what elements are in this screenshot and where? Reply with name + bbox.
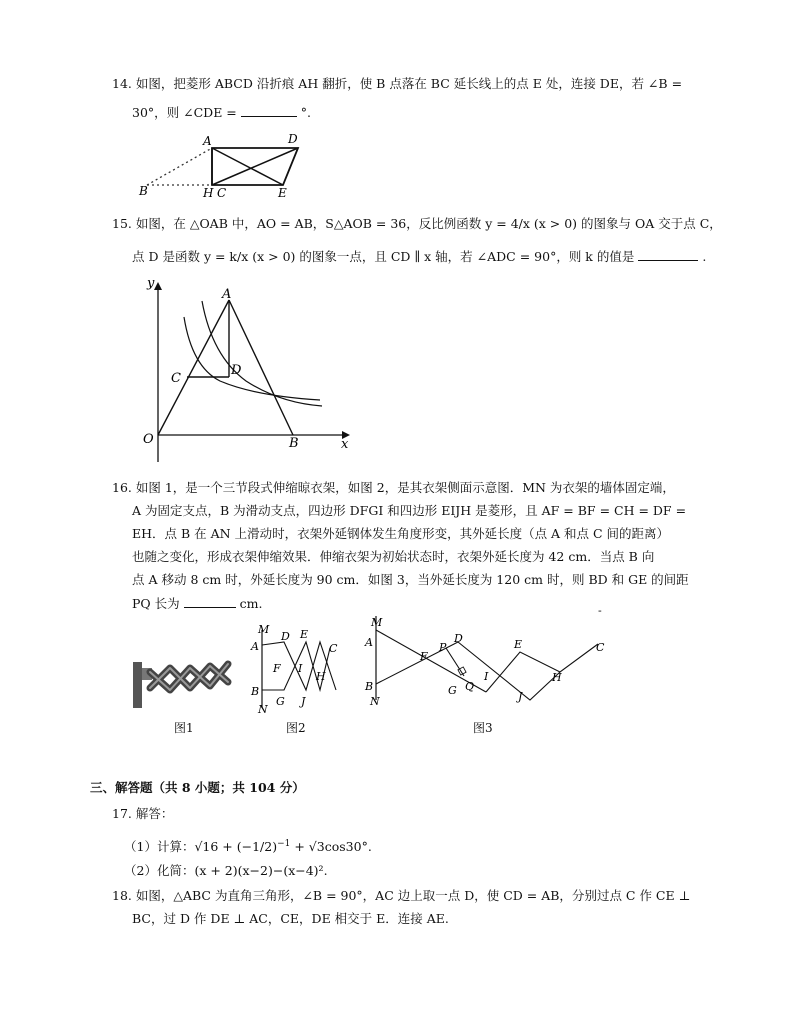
q16-line6-pre: PQ 长为 <box>132 596 180 611</box>
q16-fig3-label-e: E <box>514 638 523 651</box>
q16-fig3-label-c: C <box>596 641 605 654</box>
q16-fig3-segment-pq <box>446 648 464 676</box>
q16-fig3-label-n: N <box>370 695 380 708</box>
q16-fig2-label-j: J <box>301 695 306 708</box>
q17-part2: （2）化简：(x + 2)(x−2)−(x−4)². <box>124 863 328 878</box>
q16-fig3-label-j: J <box>518 690 523 703</box>
q15-label-x: x <box>341 437 349 452</box>
q16-fig2-label-m: M <box>258 623 270 636</box>
q16-line1: 16. 如图 1，是一个三节段式伸缩晾衣架，如图 2，是其衣架侧面示意图．MN 为衣架的墙体固定端， <box>112 480 675 495</box>
q16-fig3-label-m: M <box>371 616 383 629</box>
q15-line1: 15. 如图，在 △OAB 中，AO = AB，S△AOB = 36，反比例函数 y = 4/x (x > 0) 的图象与 OA 交于点 C， <box>112 216 722 231</box>
q15-label-d: D <box>231 363 242 378</box>
q16-fig2-label-i: I <box>298 662 303 675</box>
q16-fig2-label-a: A <box>251 640 259 653</box>
q16-fig2-label-d: D <box>281 630 290 643</box>
q16-fig3-label-d: D <box>454 632 463 645</box>
q17-part1-pre: （1）计算：√16 + (−1/2) <box>124 839 278 855</box>
q16-fig3-label-f: F <box>420 650 428 663</box>
q16-line5: 点 A 移动 8 cm 时，外延长度为 90 cm．如图 3，当外延长度为 120 cm 时，则 BD 和 GE 的间距 <box>132 572 689 587</box>
q16-fig2-label-n: N <box>258 703 268 716</box>
q15-label-b: B <box>289 436 299 451</box>
q16-fig2-label-h: H <box>316 670 326 683</box>
q14-label-h: H <box>203 186 214 200</box>
q14-label-e: E <box>278 186 287 200</box>
q16-stray-dash: - <box>598 604 602 617</box>
q16-fig3-label-p: P <box>439 641 447 654</box>
q16-fig2-label-f: F <box>273 662 281 675</box>
q14-label-c: C <box>217 186 227 200</box>
q16-line3: EH．点 B 在 AN 上滑动时，衣架外延钢体发生角度形变，其外延长度（点 A 和点 C 间的距离） <box>132 526 670 541</box>
q16-fig3-label-a: A <box>365 636 373 649</box>
q14-label-d: D <box>288 132 298 146</box>
q16-line2: A 为固定支点，B 为滑动支点，四边形 DFGI 和四边形 EIJH 是菱形，且 AF = BF = CH = DF = <box>132 503 687 518</box>
q14-line2-post: °. <box>300 105 311 120</box>
q17-part1-exponent: −1 <box>277 839 291 849</box>
q14-line2-pre: 30°，则 ∠CDE = <box>132 105 237 120</box>
q16-fig3-label-i: I <box>484 670 489 683</box>
q15-line2-post: . <box>702 249 707 264</box>
q16-fig2-label-b: B <box>251 685 260 698</box>
q14-line1: 14. 如图，把菱形 ABCD 沿折痕 AH 翻折，使 B 点落在 BC 延长线上的点 E 处，连接 DE，若 ∠B = <box>112 76 683 91</box>
q15-label-y: y <box>147 276 155 291</box>
q15-label-c: C <box>171 371 181 386</box>
q16-fig3-label-q: Q <box>465 680 475 693</box>
section-3-title: 三、解答题（共 8 小题；共 104 分） <box>90 780 305 795</box>
q18-line2: BC，过 D 作 DE ⊥ AC，CE，DE 相交于 E．连接 AE. <box>132 911 449 926</box>
q16-line6-post: cm. <box>239 596 263 611</box>
q18-line1: 18. 如图，△ABC 为直角三角形，∠B = 90°，AC 边上取一点 D，使 CD = AB，分别过点 C 作 CE ⊥ <box>112 888 691 903</box>
q15-label-o: O <box>143 432 154 447</box>
q16-fig2-label-e: E <box>300 628 309 641</box>
q17-part1-post: + √3cos30°. <box>294 839 372 855</box>
q16-fig3-label-g: G <box>448 684 457 697</box>
q14-label-a: A <box>203 134 212 148</box>
q16-fig1-photo <box>133 662 228 708</box>
q16-caption-fig2: 图2 <box>286 721 306 735</box>
q16-caption-fig1: 图1 <box>174 721 194 735</box>
q16-fig3 <box>376 616 598 700</box>
q15-label-a: A <box>222 287 232 302</box>
q16-fig2-label-g: G <box>276 695 285 708</box>
q16-caption-fig3: 图3 <box>473 721 493 735</box>
q16-fig3-line-i-e-h-c <box>486 644 598 692</box>
q16-fig3-label-h: H <box>552 671 562 684</box>
q17-head: 17. 解答： <box>112 806 174 821</box>
q16-line4: 也随之变化，形成衣架伸缩效果．伸缩衣架为初始状态时，衣架外延长度为 42 cm．当点 B 向 <box>132 549 655 564</box>
q16-fig3-label-b: B <box>365 680 374 693</box>
q16-fig1-wall-mount <box>133 662 142 708</box>
q17-part1 <box>124 836 372 855</box>
q15-line2-pre: 点 D 是函数 y = k/x (x > 0) 的图象一点，且 CD ∥ x 轴，若 ∠ADC = 90°，则 k 的值是 <box>132 249 635 264</box>
q14-label-b: B <box>139 184 148 198</box>
q16-fig2-label-c: C <box>329 642 338 655</box>
